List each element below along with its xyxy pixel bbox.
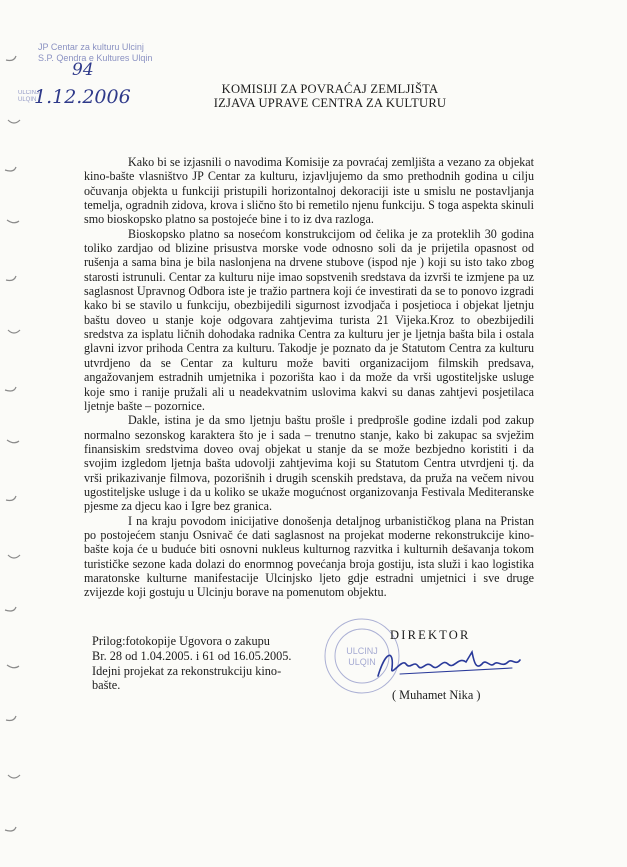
stamp-side-line-2: ULQIN <box>18 97 37 103</box>
stamp-line-2: S.P. Qendra e Kultures Ulqin <box>38 53 153 63</box>
stamp-date: 1.12.2006 <box>34 86 131 108</box>
attachment-line: Br. 28 od 1.04.2005. i 61 od 16.05.2005. <box>92 648 292 663</box>
paragraph: I na kraju povodom inicijative donošenja detaljnog urbanističkog plana na Pristan po postojećem stanju Osnivač će dati saglasnost na projekat moderne rekonstrukcije kino-bašte koja će u buduće biti osnovni nukleus kulturnog razvitka i kulturnih dešavanja tokom turističke sezone kada dolazi do enormnog povećanja broja gostiju, ista služi i kao logistika maratonske kulturne manifestacije Ulcinjsko ljeto gdje estradni umjetnici i sve druge zvijezde koji gostuju u Ulcinju borave na pomenutom objektu. <box>84 513 534 600</box>
document-title: KOMISIJI ZA POVRAĆAJ ZEMLJIŠTA <box>221 82 439 96</box>
attachment-note <box>92 634 302 693</box>
binding-marks <box>0 0 28 867</box>
round-stamp-line-2: ULQIN <box>348 657 376 667</box>
paragraph: Kako bi se izjasnili o navodima Komisije za povraćaj zemljišta a vezano za objekat kino-bašte vlasništvo JP Centar za kulturu, izjavljujemo da smo prethodnih godina u cilju očuvanja objekta u funkciji pristupili horizontalnoj dekoraciji iste u smislu ne postavljanja temelja, ogradnih zidova, krova i slično što bi remetilo njenu funkciju. S toga aspekta skinuli smo bioskopsko platno sa postojeće bine i to iz dva razloga. <box>84 155 534 227</box>
stamp-line-1: JP Centar za kulturu Ulcinj <box>38 42 144 52</box>
paragraph: Dakle, istina je da smo ljetnju baštu prošle i predprošle godine izdali pod zakup normalno sezonskog karaktera što je i sada – trenutno stanje, kako bi zakupac sa svježim finansiskim sredstvima doveo ovaj objekat u stanje da se može bezbjedno koristiti i da svojim izgledom ljetnja bašta udovolji zahtjevima koji su Statutom Centra utvrdjeni tj. da vrši prikazivanje filmova, pozorišnih i drugih scenskih predstava, da pruža na večem nivou ugostiteljske usluge i da u koliko se ukaže mogućnost organizovanja Festivala Mediteranske pjesme za djecu kao i Igre bez granica. <box>84 413 534 514</box>
stamp-side-line-1: ULCINJ <box>18 90 40 96</box>
paragraph: Bioskopsko platno sa nosećom konstrukcijom od čelika je za proteklih 30 godina toliko zardjao od blizine prisustva morske vode odnosno soli da je prijetila opasnost od rušenja a sama bina je bila naslonjena na drvene stubove (ispod nje ) koji su isto tako zbog starosti istrunuli. Centar za kulturu nije imao sopstvenih sredstava da izvrši te izmjene pa uz saglasnost Upravnog Odbora iste je tražio partnera koji će investirati da se to ponovo izgradi kako bi se stavilo u funkciju, obezbijedili sigurnost izvodjača i posjetioca i objekat ljetnju baštu doveo u stanje koje odgovara zahtjevima turista 21 Vijeka.Kroz to obezbijedili sredstva za isplatu ličnih dohodaka radnika Centra za kulturu jer je ljetnja bašta bila i ostala glavni izvor prihoda Centra za kulturu. Takodje je poznato da je Statutom Centra za kulturu utvrdjeno da se Centar za kulturu može baviti organizacijom filmskih predsava, angažovanjem estradnih umjetnika i pozorišta kao i da može da vrši ugostiteljske usluge koje smo i ranije pružali ali u neadekvatnim uslovima kakvi su danas zahtjevi posjetilaca ljetnje bašte – pozornice. <box>84 226 534 413</box>
attachment-line: bašte. <box>92 678 121 693</box>
body-text <box>84 155 534 600</box>
round-stamp-line-1: ULCINJ <box>346 646 378 656</box>
attachment-line: Prilog:fotokopije Ugovora o zakupu <box>92 634 270 648</box>
stamp-number: 94 <box>72 60 94 80</box>
document-subtitle: IZJAVA UPRAVE CENTRA ZA KULTURU <box>213 96 447 110</box>
attachment-line: Idejni projekat za rekonstrukciju kino- <box>92 663 282 678</box>
handwritten-signature <box>372 646 524 682</box>
director-title: DIREKTOR <box>390 628 471 642</box>
stamp-side-text <box>18 90 39 104</box>
director-name: ( Muhamet Nika ) <box>392 688 481 702</box>
